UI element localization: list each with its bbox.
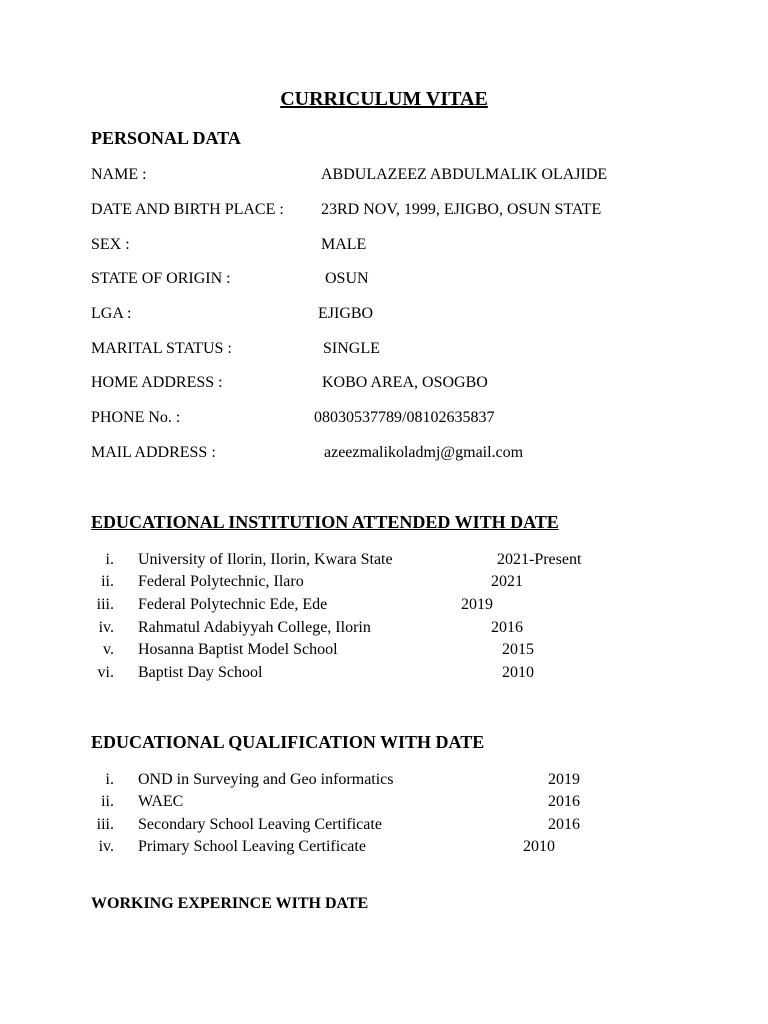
address-value: KOBO AREA, OSOGBO — [322, 374, 488, 391]
qual-num: iii. — [96, 816, 114, 833]
edu-name: Hosanna Baptist Model School — [138, 641, 338, 658]
education-heading: EDUCATIONAL INSTITUTION ATTENDED WITH DATE — [91, 512, 559, 532]
edu-num: ii. — [101, 573, 114, 590]
edu-date: 2010 — [502, 664, 534, 681]
qual-num: iv. — [98, 838, 114, 855]
sex-label: SEX : — [91, 236, 130, 253]
qual-num: ii. — [101, 793, 114, 810]
personal-data-heading: PERSONAL DATA — [91, 128, 241, 148]
edu-name: University of Ilorin, Ilorin, Kwara State — [138, 551, 393, 568]
qual-name: OND in Surveying and Geo informatics — [138, 771, 394, 788]
state-value: OSUN — [325, 270, 369, 287]
name-value: ABDULAZEEZ ABDULMALIK OLAJIDE — [321, 166, 608, 183]
qual-date: 2016 — [548, 816, 580, 833]
qual-name: Primary School Leaving Certificate — [138, 838, 366, 855]
qual-name: Secondary School Leaving Certificate — [138, 816, 382, 833]
document-title: CURRICULUM VITAE — [280, 88, 488, 110]
phone-label: PHONE No. : — [91, 409, 181, 426]
mail-label: MAIL ADDRESS : — [91, 444, 216, 461]
qual-num: i. — [105, 771, 114, 788]
edu-name: Federal Polytechnic Ede, Ede — [138, 596, 328, 613]
birth-value: 23RD NOV, 1999, EJIGBO, OSUN STATE — [321, 201, 602, 218]
qualification-heading: EDUCATIONAL QUALIFICATION WITH DATE — [91, 732, 485, 752]
edu-name: Rahmatul Adabiyyah College, Ilorin — [138, 619, 371, 636]
edu-num: vi. — [97, 664, 114, 681]
edu-name: Baptist Day School — [138, 664, 263, 681]
edu-num: v. — [103, 641, 114, 658]
state-label: STATE OF ORIGIN : — [91, 270, 231, 287]
mail-value: azeezmalikoladmj@gmail.com — [324, 444, 524, 461]
phone-value: 08030537789/08102635837 — [314, 409, 495, 426]
birth-label: DATE AND BIRTH PLACE : — [91, 201, 284, 218]
edu-date: 2021-Present — [497, 551, 582, 568]
marital-value: SINGLE — [323, 340, 380, 357]
edu-name: Federal Polytechnic, Ilaro — [138, 573, 304, 590]
edu-num: i. — [105, 551, 114, 568]
edu-date: 2016 — [491, 619, 523, 636]
lga-label: LGA : — [91, 305, 132, 322]
qual-name: WAEC — [138, 793, 184, 810]
edu-date: 2021 — [491, 573, 523, 590]
experience-heading: WORKING EXPERINCE WITH DATE — [91, 895, 369, 912]
sex-value: MALE — [321, 236, 367, 253]
name-label: NAME : — [91, 166, 147, 183]
lga-value: EJIGBO — [318, 305, 374, 322]
qual-date: 2010 — [523, 838, 555, 855]
edu-date: 2015 — [502, 641, 534, 658]
qual-date: 2019 — [548, 771, 580, 788]
edu-num: iv. — [98, 619, 114, 636]
edu-date: 2019 — [461, 596, 493, 613]
edu-num: iii. — [96, 596, 114, 613]
address-label: HOME ADDRESS : — [91, 374, 223, 391]
marital-label: MARITAL STATUS : — [91, 340, 232, 357]
qual-date: 2016 — [548, 793, 580, 810]
